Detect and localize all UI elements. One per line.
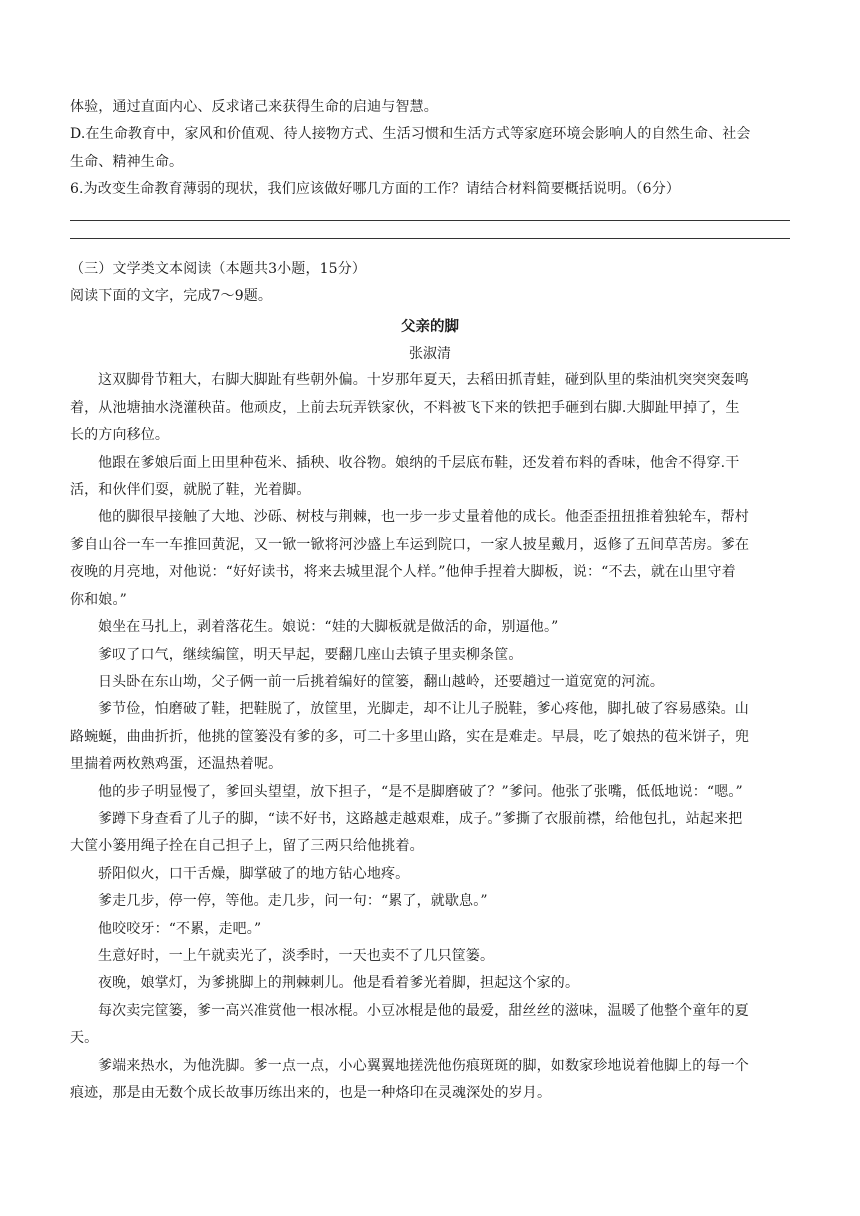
answer-line-2 (70, 238, 790, 239)
article-line: 他的步子明显慢了，爹回头望望，放下担子，“是不是脚磨破了？”爹问。他张了张嘴，低低地说：“嗯。” (98, 783, 743, 800)
article-author: 张淑清 (409, 346, 451, 363)
article-line: 活，和伙伴们耍，就脱了鞋，光着脚。 (70, 482, 311, 499)
article-line: 夜晚的月亮地，对他说：“好好读书，将来去城里混个人样。”他伸手捏着大脚板，说：“不去，就在山里守着 (70, 564, 736, 581)
article-line: 路蜿蜒，曲曲折折，他挑的筐篓没有爹的多，可二十多里山路，实在是难走。早晨，吃了娘热的苞米饼子，兜 (70, 728, 750, 745)
question-6: 6.为改变生命教育薄弱的现状，我们应该做好哪几方面的工作？请结合材料简要概括说明。（6分） (70, 181, 681, 198)
article-line: 爹节俭，怕磨破了鞋，把鞋脱了，放筐里，光脚走，却不让儿子脱鞋，爹心疼他，脚扎破了容易感染。山 (98, 701, 749, 718)
article-line: 他跟在爹娘后面上田里种苞米、插秧、收谷物。娘纳的千层底布鞋，还发着布料的香味，他舍不得穿.干 (98, 454, 740, 471)
article-body (70, 367, 790, 1107)
article-line: 爹端来热水，为他洗脚。爹一点一点，小心翼翼地搓洗他伤痕斑斑的脚，如数家珍地说着他脚上的每一个 (98, 1057, 749, 1074)
article-line: 骄阳似火，口干舌燥，脚掌破了的地方钻心地疼。 (98, 865, 410, 882)
article-line: 爹叹了口气，继续编筐，明天早起，要翻几座山去镇子里卖柳条筐。 (98, 646, 523, 663)
section-heading: （三）文学类文本阅读（本题共3小题，15分） (70, 260, 367, 277)
article-line: 大筐小篓用绳子拴在自己担子上，留了三两只给他挑着。 (70, 838, 424, 855)
answer-line-1 (70, 220, 790, 221)
article-line: 长的方向移位。 (70, 427, 170, 444)
article-line: 爹走几步，停一停，等他。走几步，问一句：“累了，就歇息。” (98, 893, 488, 910)
article-line: 你和娘。” (70, 591, 127, 608)
article-line: 他咬咬牙：“不累，走吧。” (98, 920, 262, 937)
article-line: 生意好时，一上午就卖光了，淡季时，一天也卖不了几只筐篓。 (98, 947, 495, 964)
article-line: 爹蹲下身查看了儿子的脚，“读不好书，这路越走越艰难，成子。”爹撕了衣服前襟，给他包扎，站起来把 (98, 810, 743, 827)
article-line: 这双脚骨节粗大，右脚大脚趾有些朝外偏。十岁那年夏天，去稻田抓青蛙，碰到队里的柴油机突突突轰鸣 (98, 372, 749, 389)
option-c-continuation: 体验，通过直面内心、反求诸己来获得生命的启迪与智慧。 (70, 99, 438, 115)
article-line: 日头卧在东山坳，父子俩一前一后挑着编好的筐篓，翻山越岭，还要趟过一道宽宽的河流。 (98, 673, 664, 690)
article-line: 每次卖完筐篓，爹一高兴准赏他一根冰棍。小豆冰棍是他的最爱，甜丝丝的滋味，温暖了他整个童年的夏 (98, 1002, 749, 1019)
top-text-block (70, 94, 790, 204)
option-d-line-2: 生命、精神生命。 (70, 153, 184, 170)
section-instruction: 阅读下面的文字，完成7～9题。 (70, 288, 273, 305)
article-line: 他的脚很早接触了大地、沙砾、树枝与荆棘，也一步一步丈量着他的成长。他歪歪扭扭推着独轮车，帮村 (98, 509, 749, 526)
article-line: 着，从池塘抽水浇灌秧苗。他顽皮，上前去玩弄铁家伙，不料被飞下来的铁把手砸到右脚.大脚趾甲掉了，生 (70, 399, 740, 416)
article-line: 娘坐在马扎上，剥着落花生。娘说：“娃的大脚板就是做活的命，别逼他。” (98, 619, 559, 636)
article-line: 天。 (70, 1030, 99, 1047)
article-line: 痕迹，那是由无数个成长故事历练出来的，也是一种烙印在灵魂深处的岁月。 (70, 1085, 552, 1101)
option-d-line-1: D.在生命教育中，家风和价值观、待人接物方式、生活习惯和生活方式等家庭环境会影响人的自然生命、社会 (70, 126, 751, 143)
article-title: 父亲的脚 (401, 319, 459, 336)
article-line: 里揣着两枚熟鸡蛋，还温热着呢。 (70, 756, 283, 773)
article-line: 夜晚，娘掌灯，为爹挑脚上的荆棘刺儿。他是看着爹光着脚，担起这个家的。 (98, 975, 580, 992)
article-line: 爹自山谷一车一车推回黄泥，又一锨一锨将河沙盛上车运到院口，一家人披星戴月，返修了五间草苦房。爹在 (70, 536, 750, 553)
